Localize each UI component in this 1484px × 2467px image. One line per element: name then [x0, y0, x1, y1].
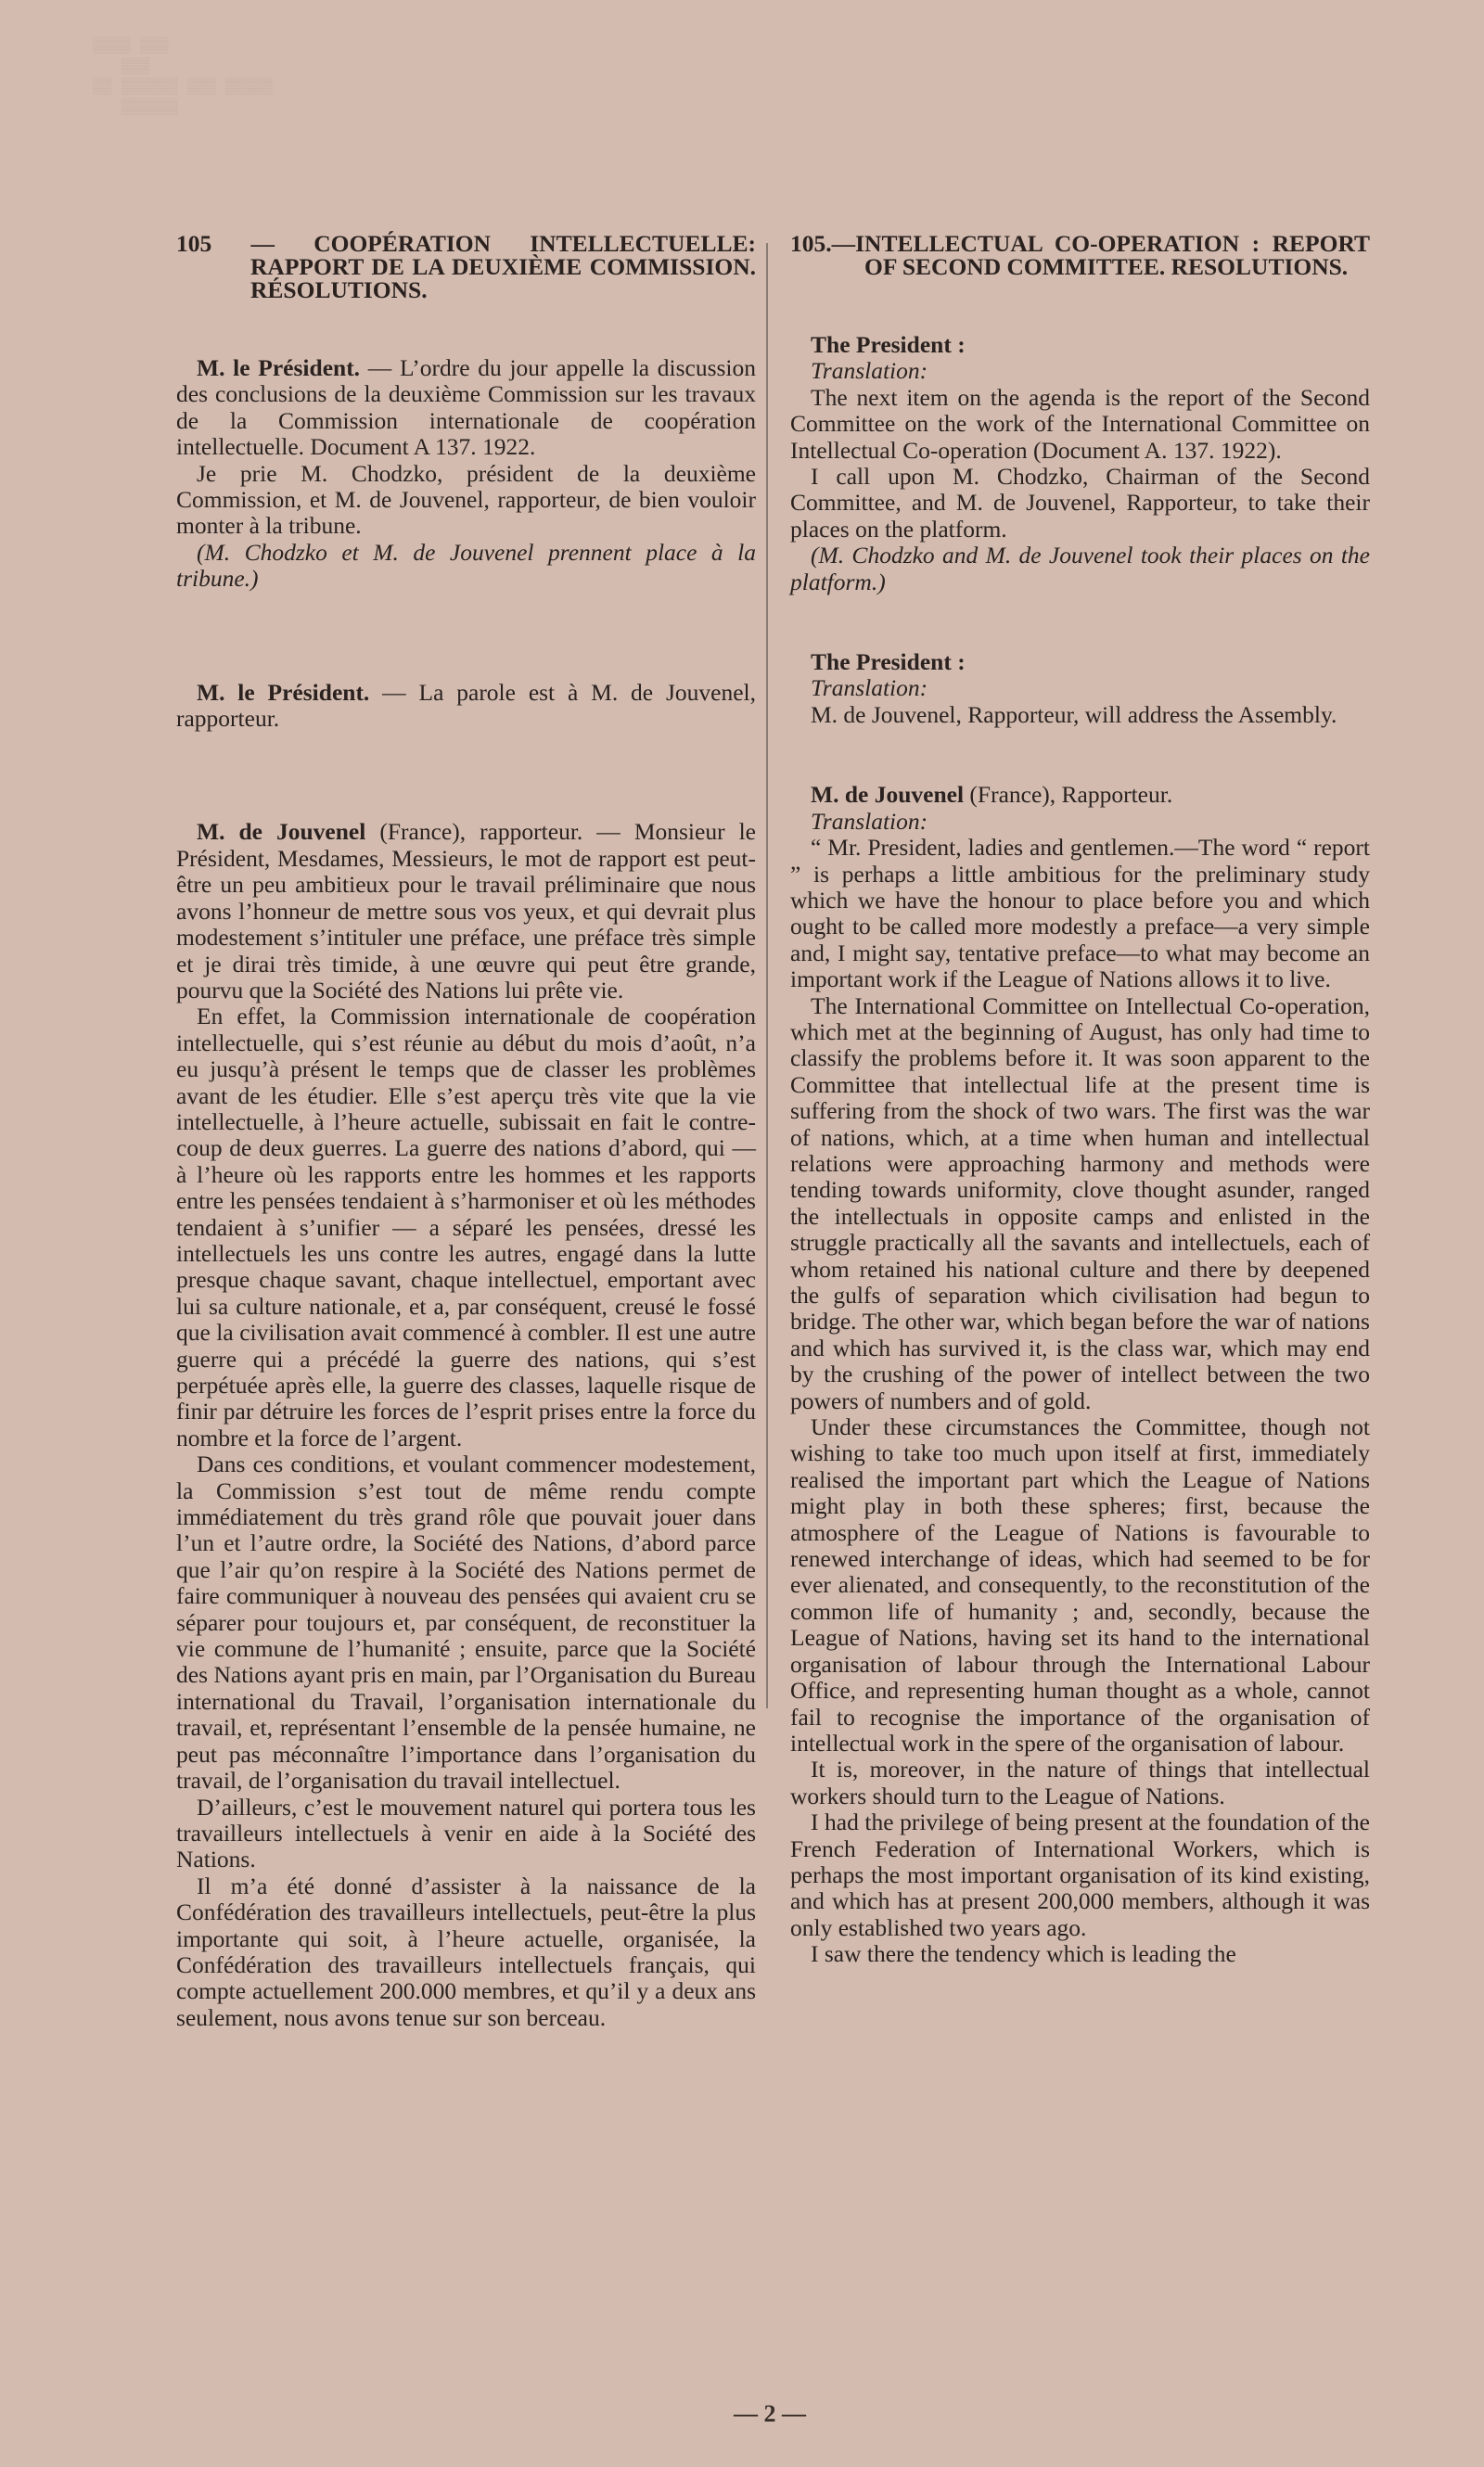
english-paragraph: I saw there the tendency which is leading the	[811, 1940, 1236, 1968]
french-paragraph: Il m’a été donné d’assister à la naissance de la Confédération des travailleurs intellectuels, peut-être la plus importante qui soit, à l’heure actuelle, organisée, la Confédération des travailleurs intellectuels français, qui compte actuellement 200.000 membres, et qu’il y a deux ans seulement, nous avons tenue sur son berceau.	[176, 1872, 756, 2031]
speaker-name: M. le Président.	[197, 354, 361, 381]
speaker-name: M. de Jouvenel	[197, 818, 366, 846]
english-paragraph: M. de Jouvenel (France), Rapporteur.	[811, 781, 1173, 809]
english-column	[790, 232, 1370, 1968]
speaker-name: M. le Président.	[197, 678, 370, 706]
english-paragraph: The next item on the agenda is the report of the Second Committee on the work of the International Committee on Intellectual Co-operation (Document A. 137. 1922).	[790, 383, 1370, 464]
french-paragraph: M. de Jouvenel (France), rapporteur. — Monsieur le Président, Mesdames, Messieurs, le mot de rapport est peut-être un peu ambitieux pour le travail préliminaire que nous avons l’honneur de mettre sous vos yeux, et qui devrait plus modestement s’intituler une préface, une préface très simple et je dirai très timide, à une œuvre qui peut être grande, pourvu que la Société des Nations lui prête vie.	[176, 818, 756, 1003]
english-paragraph: I call upon M. Chodzko, Chairman of the Second Committee, and M. de Jouvenel, Rapporteur, to take their places on the platform.	[790, 463, 1370, 543]
english-heading: 105.—INTELLECTUAL CO-OPERATION : REPORT OF SECOND COMMITTEE. RESOLUTIONS.	[790, 230, 1370, 280]
translation-label: Translation:	[811, 357, 928, 385]
english-paragraph: Under these circumstances the Committee, though not wishing to take too much upon itself at first, immediately realised the important part which the League of Nations might play in both these spheres; first, because the atmosphere of the League of Nations is favourable to renewed interchange of ideas, which had seemed to be for ever alienated, and consequently, to the reconstitution of the common life of humanity ; and, secondly, because the League of Nations, having set its hand to the international organisation of labour through the International Labour Office, and representing human thought as a whole, cannot fail to recognise the importance of the organisation of intellectual work in the spere of the organisation of labour.	[790, 1413, 1370, 1757]
english-paragraph: The International Committee on Intellectual Co-operation, which met at the beginning of August, has only had time to classify the problems before it. It was soon apparent to the Committee that intellectual life at the present time is suffering from the shock of two wars. The first was the war of nations, which, at a time when human and intellectual relations were approaching harmony and methods were tending towards uniformity, clove thought asunder, ranged the intellectuals in opposite camps and enlisted in the struggle practically all the savants and intellectuels, each of whom retained his national culture and there by deepened the gulfs of separation which civilisation had begun to bridge. The other war, which began before the war of nations and which has survived it, is the class war, which may end by the crushing of the power of intellect between the two powers of numbers and of gold.	[790, 991, 1370, 1414]
english-paragraph: “ Mr. President, ladies and gentlemen.—The word “ report ” is perhaps a little ambitious for the preliminary study which we have the honour to place before you and which ought to be called more modestly a preface—a very simple and, I might say, tentative preface—to what may become an important work if the League of Nations allows it to live.	[790, 834, 1370, 993]
french-paragraph: D’ailleurs, c’est le mouvement naturel qui portera tous les travailleurs intellectuels à venir en aide à la Société des Nations.	[176, 1793, 756, 1873]
french-paragraph: M. le Président. — L’ordre du jour appelle la discussion des conclusions de la deuxième Commission sur les travaux de la Commission internationale de coopération intellectuelle. Document A 137. 1922.	[176, 354, 756, 461]
translation-label: Translation:	[811, 807, 928, 835]
speaker-name: The President :	[811, 648, 966, 676]
page-number: — 2 —	[734, 2400, 806, 2427]
stage-direction: (M. Chodzko and M. de Jouvenel took their places on the platform.)	[790, 542, 1370, 595]
french-paragraph: Dans ces conditions, et voulant commencer modestement, la Commission s’est tout de même rendu compte immédiatement du très grand rôle que pouvait jouer dans l’un et l’autre ordre, la Société des Nations, d’abord parce que l’air qu’on respire à la Société des Nations permet de faire communiquer à nouveau des pensées qui avaient cru se séparer pour toujours et, par conséquent, de reconstituer la vie commune de l’humanité ; ensuite, parce que la Société des Nations ayant pris en main, par l’Organisation du Bureau international du Travail, l’organisation internationale du travail, et, représentant l’ensemble de la pensée humaine, ne peut pas méconnaître l’importance dans l’organisation du travail, de l’organisation du travail intellectuel.	[176, 1451, 756, 1795]
french-paragraph: Je prie M. Chodzko, président de la deuxième Commission, et M. de Jouvenel, rapporteur, de bien vouloir monter à la tribune.	[176, 459, 756, 540]
speaker-name: M. de Jouvenel	[811, 781, 965, 809]
french-paragraph: En effet, la Commission internationale de coopération intellectuelle, qui s’est réunie au début du mois d’août, n’a eu jusqu’à présent le temps que de classer les problèmes avant de les étudier. Elle s’est aperçu très vite que la vie intellectuelle, à l’heure actuelle, subissait en fait le contre-coup de deux guerres. La guerre des nations d’abord, qui — à l’heure où les rapports entre les hommes et les rapports entre les pensées tendaient à s’harmoniser et où les méthodes tendaient à s’unifier — a séparé les pensées, dressé les intellectuels les uns contre les autres, engagé dans la lutte presque chaque savant, chaque intellectuel, emportant avec lui sa culture nationale, et a, par conséquent, creusé le fossé que la civilisation avait commencé à combler. Il est une autre guerre qui a précédé la guerre des nations, qui s’est perpétuée après elle, la guerre des classes, laquelle risque de finir par détruire les forces de l’esprit prises entre la force du nombre et la force de l’argent.	[176, 1003, 756, 1451]
translation-label: Translation:	[811, 674, 928, 702]
english-paragraph: I had the privilege of being present at the foundation of the French Federation of International Workers, which is perhaps the most important organisation of its kind existing, and which has at present 200,000 members, although it was only established two years ago.	[790, 1809, 1370, 1941]
french-paragraph: M. le Président. — La parole est à M. de Jouvenel, rapporteur.	[176, 678, 756, 733]
english-paragraph: It is, moreover, in the nature of things that intellectual workers should turn to the League of Nations.	[790, 1756, 1370, 1809]
column-divider	[766, 243, 768, 1708]
faded-archive-stamp: ▒▒▒▒ ▒▒▒ ▒▒▒ ▒▒ ▒▒▒▒▒▒ ▒▒▒ ▒▒▒▒▒ ▒▒▒▒▒▒	[93, 38, 273, 117]
french-heading: 105 — COOPÉRATION INTELLECTUELLE: RAPPORT DE LA DEUXIÈME COMMISSION. RÉSOLUTIONS.	[176, 230, 756, 303]
speaker-name: The President :	[811, 331, 966, 358]
stage-direction: (M. Chodzko et M. de Jouvenel prennent place à la tribune.)	[176, 538, 756, 593]
english-paragraph: M. de Jouvenel, Rapporteur, will address the Assembly.	[811, 700, 1337, 728]
french-column	[176, 232, 756, 2031]
